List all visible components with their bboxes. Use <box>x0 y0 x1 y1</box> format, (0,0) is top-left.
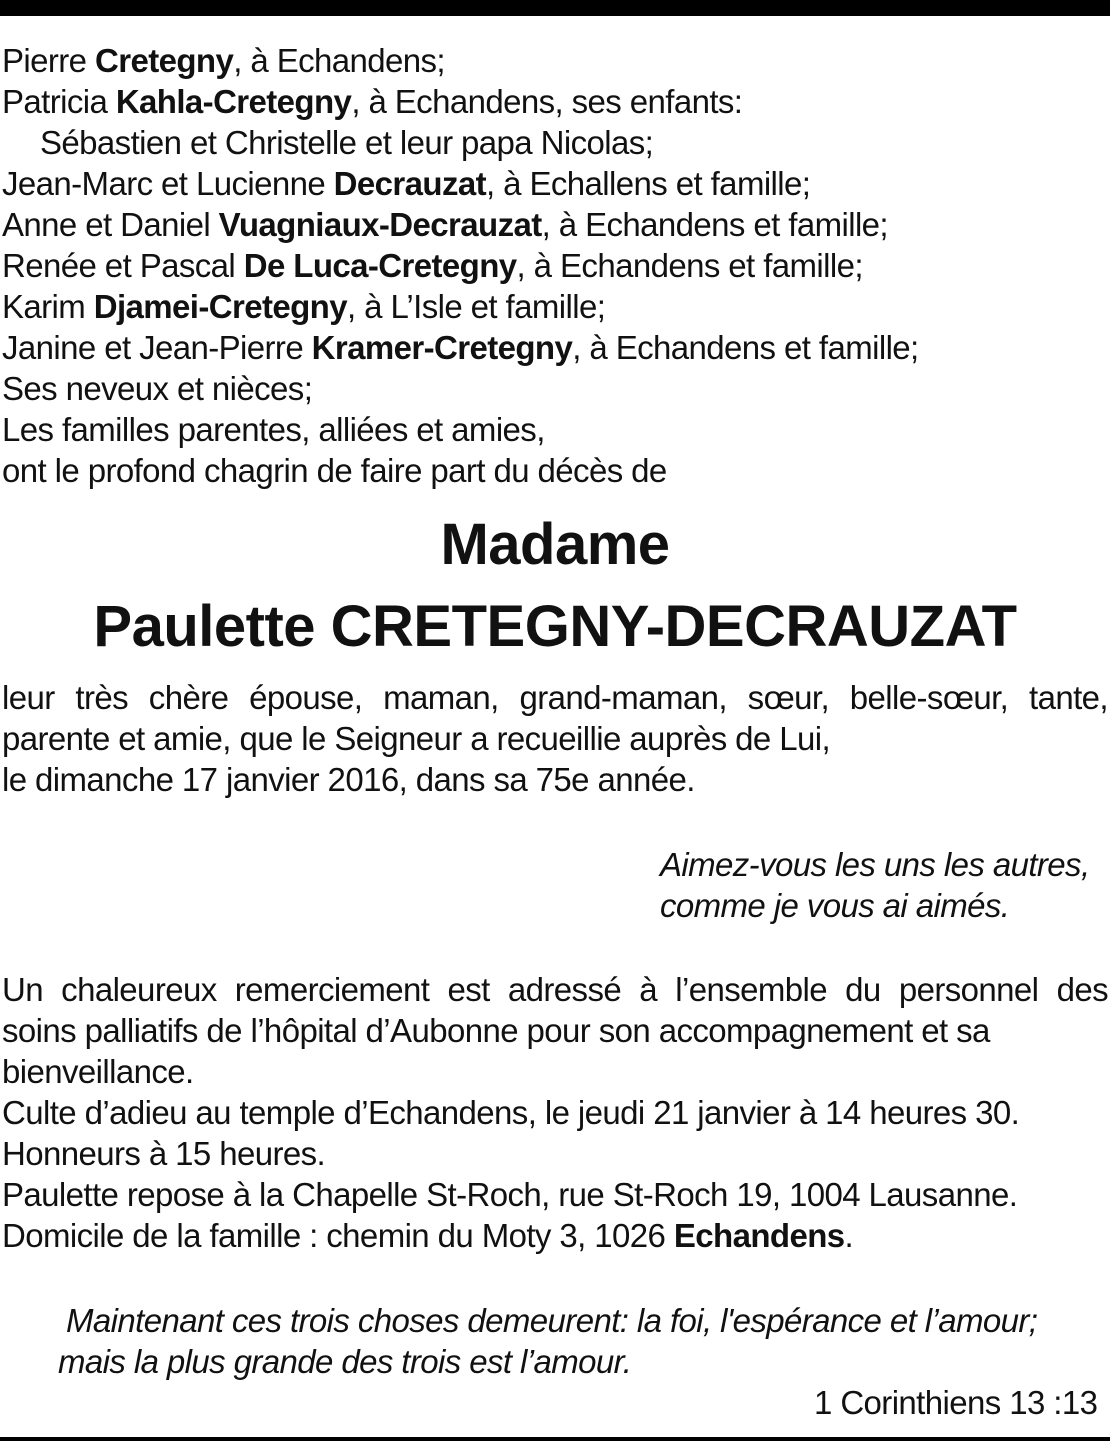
thanks-line: soins palliatifs de l’hôpital d’Aubonne pour son accompagnement et sa <box>2 1012 990 1049</box>
family-line: Karim Djamei-Cretegny, à L’Isle et famille; <box>2 288 606 325</box>
top-border-rule <box>0 0 1110 16</box>
verse-reference: 1 Corinthiens 13 :13 <box>814 1384 1098 1421</box>
thanks-line: Un chaleureux remerciement est adressé à l’ensemble du personnel des <box>2 971 1108 1008</box>
family-line: Anne et Daniel Vuagniaux-Decrauzat, à Echandens et famille; <box>2 206 888 243</box>
quote-line: Aimez-vous les uns les autres, <box>660 846 1090 883</box>
deceased-title: Madame <box>440 512 670 577</box>
family-line: Janine et Jean-Pierre Kramer-Cretegny, à Echandens et famille; <box>2 329 919 366</box>
announcement-line: le dimanche 17 janvier 2016, dans sa 75e année. <box>2 761 695 798</box>
bottom-border-rule <box>0 1437 1110 1441</box>
honours-info: Honneurs à 15 heures. <box>2 1135 326 1172</box>
announcement-line: parente et amie, que le Seigneur a recueillie auprès de Lui, <box>2 720 831 757</box>
quote-line: comme je vous ai aimés. <box>660 887 1010 924</box>
family-line: Les familles parentes, alliées et amies, <box>2 411 545 448</box>
family-line: Pierre Cretegny, à Echandens; <box>2 42 446 79</box>
family-line: Jean-Marc et Lucienne Decrauzat, à Echallens et famille; <box>2 165 811 202</box>
family-line: Renée et Pascal De Luca-Cretegny, à Echandens et famille; <box>2 247 863 284</box>
family-line: Patricia Kahla-Cretegny, à Echandens, ses enfants: <box>2 83 743 120</box>
service-info: Culte d’adieu au temple d’Echandens, le jeudi 21 janvier à 14 heures 30. <box>2 1094 1020 1131</box>
rest-info: Paulette repose à la Chapelle St-Roch, rue St-Roch 19, 1004 Lausanne. <box>2 1176 1018 1213</box>
verse-line: Maintenant ces trois choses demeurent: la foi, l'espérance et l’amour; <box>66 1302 1038 1339</box>
deceased-name: Paulette CRETEGNY-DECRAUZAT <box>93 594 1017 659</box>
verse-line: mais la plus grande des trois est l’amour. <box>58 1343 632 1380</box>
family-line: Sébastien et Christelle et leur papa Nicolas; <box>40 124 654 161</box>
announcement-line: leur très chère épouse, maman, grand-maman, sœur, belle-sœur, tante, <box>2 679 1108 716</box>
family-line: Ses neveux et nièces; <box>2 370 313 407</box>
family-line: ont le profond chagrin de faire part du décès de <box>2 452 667 489</box>
thanks-line: bienveillance. <box>2 1053 194 1090</box>
domicile-info: Domicile de la famille : chemin du Moty 3, 1026 Echandens. <box>2 1217 854 1254</box>
